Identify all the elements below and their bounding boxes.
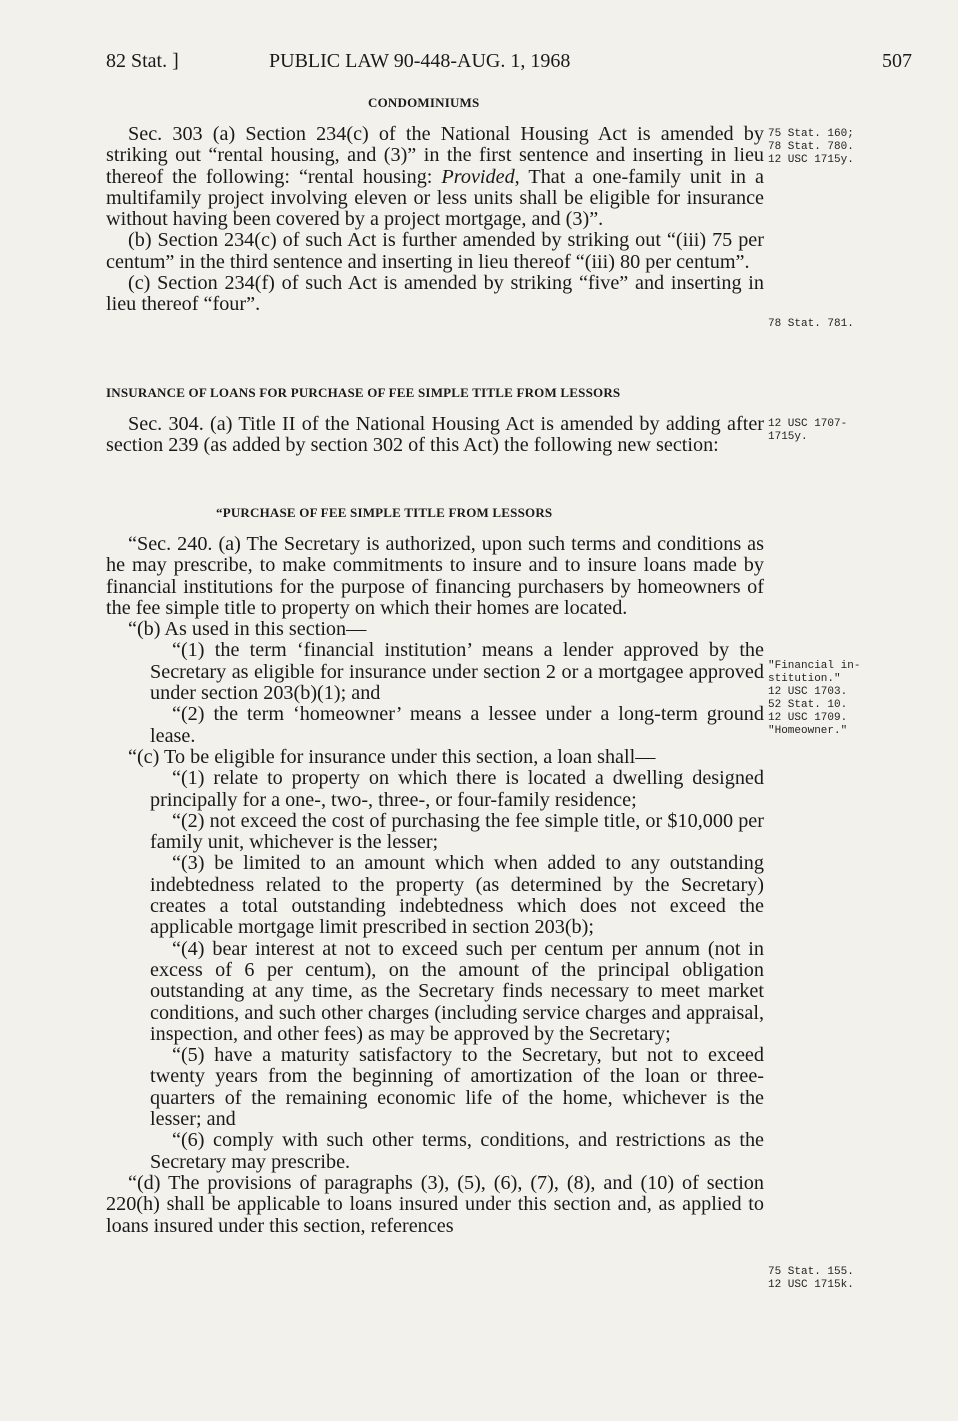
section-303-block [106,124,764,316]
section-240-block [106,534,764,1237]
page-header [106,50,912,74]
sec-303-b: (b) Section 234(c) of such Act is further amended by striking out “(iii) 75 per centum” in the third sentence and inserting in lieu thereof “(iii) 80 per centum”. [106,229,764,273]
condominiums-heading: CONDOMINIUMS [368,95,480,110]
margin-note-304: 12 USC 1707- 1715y. [768,418,848,443]
sec-304-a: Sec. 304. (a) Title II of the National Housing Act is amended by adding after section 239 (as added by section 302 of this Act) the following new section: [106,413,764,457]
sec-240-a: “Sec. 240. (a) The Secretary is authorized, upon such terms and conditions as he may prescribe, to make commitments to insure and to insure loans made by financial institutions for the purpose of financing purchasers by homeowners of the fee simple title to property on which their homes are located. [106,533,764,619]
margin-note-303c: 78 Stat. 781. [768,318,854,330]
sec-240-c-3: “(3) be limited to an amount which when added to any outstanding indebtedness related to the property (as determined by the Secretary) creates a total outstanding indebtedness which does not exceed the applicable mortgage limit prescribed in section 203(b); [150,852,764,939]
margin-note-240d: 75 Stat. 155. 12 USC 1715k. [768,1266,854,1291]
sec-240-c-4: “(4) bear interest at not to exceed such per centum per annum (not in excess of 6 per centum), on the amount of the principal obligation outstanding at any time, as the Secretary finds necessary to meet market conditions, and such other charges (including service charges and appraisal, inspection, and other fees) as may be approved by the Secretary; [150,937,764,1045]
sec-240-b: “(b) As used in this section— [128,618,367,641]
purchase-heading: “PURCHASE OF FEE SIMPLE TITLE FROM LESSORS [216,505,553,520]
sec-240-c-6: “(6) comply with such other terms, conditions, and restrictions as the Secretary may prescribe. [150,1129,764,1173]
sec-240-c-5: “(5) have a maturity satisfactory to the Secretary, but not to exceed twenty years from the beginning of amortization of the loan or three-quarters of the remaining economic life of the home, whichever is the lesser; and [150,1044,764,1131]
sec-240-c-2: “(2) not exceed the cost of purchasing the fee simple title, or $10,000 per family unit, whichever is the lesser; [150,809,764,854]
sec-240-c-1: “(1) relate to property on which there is located a dwelling designed principally for a one-, two-, three-, or four-family residence; [150,767,764,811]
page-number: 507 [882,50,912,72]
stat-reference: 82 Stat. ] [106,50,179,72]
insurance-heading: INSURANCE OF LOANS FOR PURCHASE OF FEE SIMPLE TITLE FROM LESSORS [106,385,621,400]
section-304-block [106,414,764,457]
sec-240-d: “(d) The provisions of paragraphs (3), (5), (6), (7), (8), and (10) of section 220(h) shall be applicable to loans insured under this section and, as applied to loans insured under this section, references [106,1171,764,1237]
sec-303-c: (c) Section 234(f) of such Act is amended by striking “five” and inserting in lieu thereof “four”. [106,272,764,316]
sec-240-c: “(c) To be eligible for insurance under this section, a loan shall— [128,745,656,768]
law-title: PUBLIC LAW 90-448-AUG. 1, 1968 [269,50,571,72]
margin-note-definitions: "Financial in- stitution." 12 USC 1703. 52 Stat. 10. 12 USC 1709. "Homeowner." [768,660,861,737]
sec-240-b-1: “(1) the term ‘financial institution’ means a lender approved by the Secretary as eligible for insurance under section 2 or a mortgagee approved under section 203(b)(1); and [150,639,764,705]
sec-303-a: Sec. 303 (a) Section 234(c) of the National Housing Act is amended by striking out “rental housing, and (3)” in the first sentence and inserting in lieu thereof the following: “rental housing: Provided, That a one-family unit in a multifamily project involving eleven or less units shall be eligible for insurance without having been covered by a project mortgage, and (3)”. [106,123,764,231]
sec-240-b-2: “(2) the term ‘homeowner’ means a lessee under a long-term ground lease. [150,703,764,747]
margin-note-303a: 75 Stat. 160; 78 Stat. 780. 12 USC 1715y. [768,128,854,166]
